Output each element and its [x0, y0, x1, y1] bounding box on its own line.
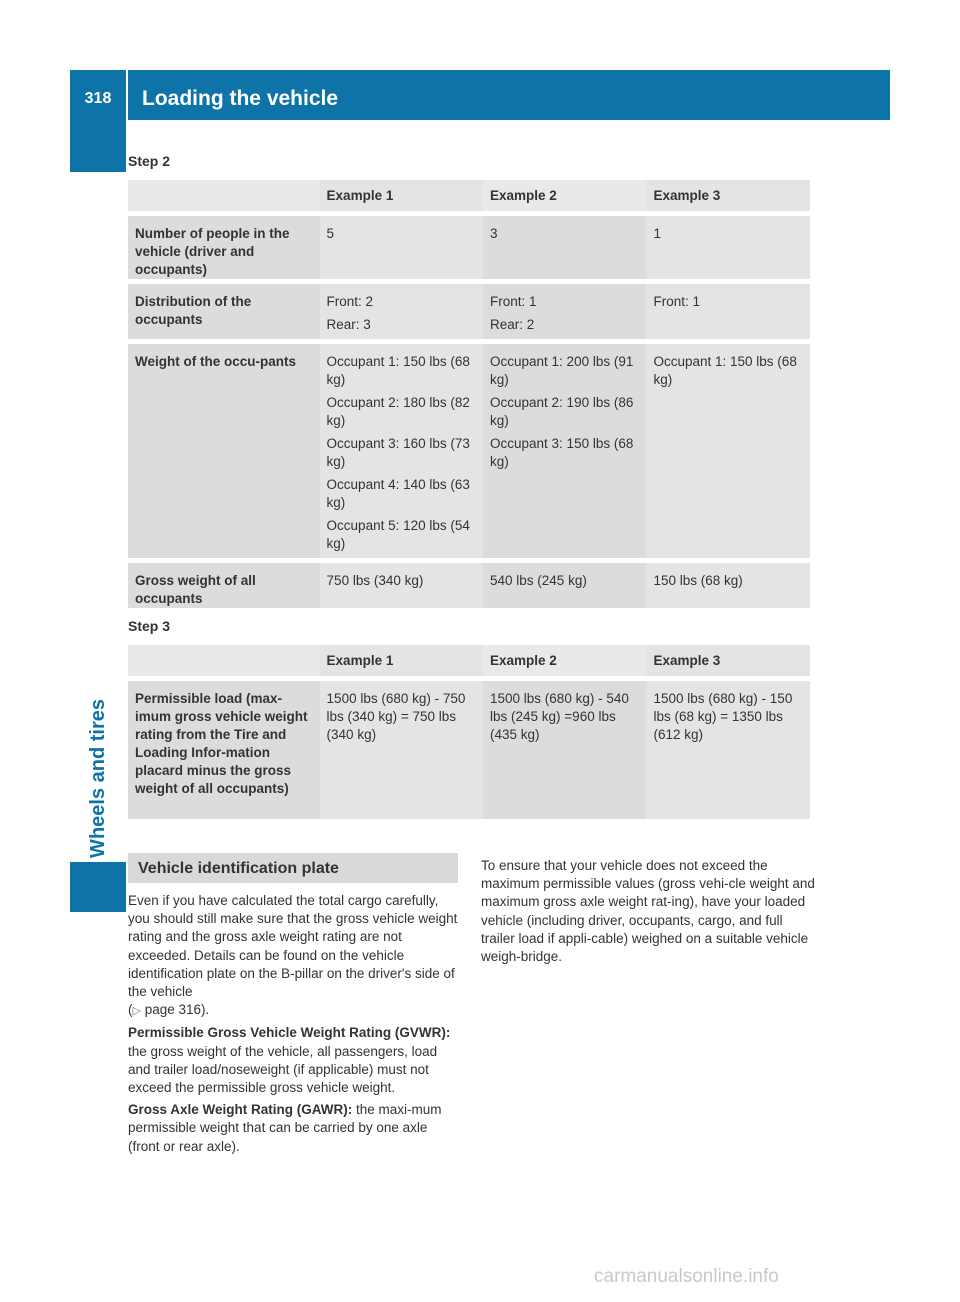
table-cell	[483, 342, 646, 561]
cell-line: 150 lbs (68 kg)	[653, 573, 743, 588]
cell-line: Occupant 3: 160 lbs (73 kg)	[326, 436, 470, 469]
row-label: Number of people in the vehicle (driver and occupants)	[128, 214, 320, 282]
cell-line: Occupant 3: 150 lbs (68 kg)	[490, 436, 634, 469]
table-cell	[646, 214, 810, 282]
table-row	[128, 282, 810, 342]
cell-line: 1500 lbs (680 kg) - 750 lbs (340 kg) = 750 lbs (340 kg)	[326, 691, 466, 742]
table-row	[128, 679, 810, 822]
table-header-row	[128, 645, 810, 679]
left-column	[128, 892, 462, 1160]
table-cell	[320, 561, 483, 611]
step2-label: Step 2	[128, 153, 171, 169]
row-label: Permissible load (max-imum gross vehicle weight rating from the Tire and Loading Infor-mation placard minus the gross weight of all occupants)	[128, 679, 320, 822]
cell-line: 750 lbs (340 kg)	[326, 573, 424, 588]
table-header-cell: Example 1	[320, 180, 483, 214]
cell-line: 3	[490, 226, 498, 241]
page-title: Loading the vehicle	[142, 87, 339, 110]
cell-line: Front: 1	[490, 294, 537, 309]
cell-line: Occupant 2: 190 lbs (86 kg)	[490, 395, 634, 428]
gawr-text: the maxi-mum permissible weight that can be carried by one axle (front or rear axle).	[128, 1102, 442, 1154]
step3-label: Step 3	[128, 618, 171, 634]
gvwr-text: the gross weight of the vehicle, all passengers, load and trailer load/noseweight (if applicable) must not exceed the permissible gross vehicle weight.	[128, 1043, 438, 1096]
table-cell	[320, 282, 483, 342]
cell-line: Occupant 4: 140 lbs (63 kg)	[326, 477, 470, 510]
cell-line: Occupant 5: 120 lbs (54 kg)	[326, 518, 470, 551]
cell-line: Rear: 2	[490, 317, 535, 332]
table-header-cell: Example 3	[646, 180, 810, 214]
cell-line: 1500 lbs (680 kg) - 150 lbs (68 kg) = 1350 lbs (612 kg)	[653, 691, 793, 742]
table-header-cell: Example 1	[320, 645, 483, 679]
cell-line: 5	[326, 226, 335, 241]
intro-text: Even if you have calculated the total cargo carefully, you should still make sure that the gross vehicle weight rating and the gross axle weight rating are not exceeded. Details can be found on the vehicle identification plate on the B-pillar on the driver's side of the vehicle	[128, 893, 458, 1000]
cell-line: Occupant 1: 200 lbs (91 kg)	[490, 354, 634, 387]
cell-line: 540 lbs (245 kg)	[490, 573, 587, 588]
cell-line: Rear: 3	[326, 317, 371, 332]
table-cell	[646, 342, 810, 561]
table-cell	[483, 282, 646, 342]
table-header-cell: Example 2	[483, 645, 646, 679]
table-cell	[320, 342, 483, 561]
page-ref-arrow-icon: ▷	[132, 1005, 141, 1018]
right-column	[481, 857, 815, 970]
table-cell	[483, 561, 646, 611]
table-cell	[646, 561, 810, 611]
paragraph	[128, 1101, 462, 1156]
table-cell	[320, 679, 483, 822]
page-ref-open: (	[128, 1002, 133, 1018]
header-divider	[126, 70, 128, 120]
table-cell	[483, 214, 646, 282]
table-cell	[320, 214, 483, 282]
cell-line: Occupant 2: 180 lbs (82 kg)	[326, 395, 470, 428]
table-header-row	[128, 180, 810, 214]
paragraph	[128, 892, 462, 1020]
row-label: Distribution of the occupants	[128, 282, 320, 342]
step3-table	[128, 645, 810, 824]
section-heading: Vehicle identification plate	[128, 853, 458, 883]
table-cell	[646, 282, 810, 342]
table-row	[128, 561, 810, 611]
table-row	[128, 342, 810, 561]
cell-line: Front: 1	[653, 294, 701, 309]
table-cell	[646, 679, 810, 822]
paragraph	[128, 1024, 462, 1097]
page-ref-link[interactable]: page 316).	[144, 1002, 210, 1018]
cell-line: 1500 lbs (680 kg) - 540 lbs (245 kg) =960 lbs (435 kg)	[490, 691, 629, 742]
row-label: Gross weight of all occupants	[128, 561, 320, 611]
watermark: carmanualsonline.info	[594, 1266, 779, 1287]
cell-line: Occupant 1: 150 lbs (68 kg)	[326, 354, 470, 387]
table-header-cell: Example 2	[483, 180, 646, 214]
row-label: Weight of the occu-pants	[128, 342, 320, 561]
paragraph: To ensure that your vehicle does not exceed the maximum permissible values (gross vehi-cle weight and maximum gross axle weight rat-ing), have your loaded vehicle (including driver, occupants, cargo, and full trailer load if appli-cable) weighed on a suitable vehicle weigh-bridge.	[481, 858, 815, 965]
gawr-term: Gross Axle Weight Rating (GAWR):	[128, 1102, 353, 1118]
table-cell	[483, 679, 646, 822]
table-header-cell	[128, 645, 320, 679]
page-number: 318	[84, 90, 112, 107]
table-row	[128, 214, 810, 282]
gvwr-term: Permissible Gross Vehicle Weight Rating (GVWR):	[128, 1025, 451, 1041]
table-header-cell	[128, 180, 320, 214]
step2-table	[128, 180, 810, 613]
cell-line: Occupant 1: 150 lbs (68 kg)	[653, 354, 797, 387]
side-section-label	[76, 668, 120, 858]
side-tab-marker	[70, 862, 126, 912]
cell-line: Front: 2	[326, 294, 374, 309]
table-header-cell: Example 3	[646, 645, 810, 679]
cell-line: 1	[653, 226, 661, 241]
side-section-label-text: Wheels and tires	[86, 699, 109, 858]
side-strip	[70, 120, 126, 172]
